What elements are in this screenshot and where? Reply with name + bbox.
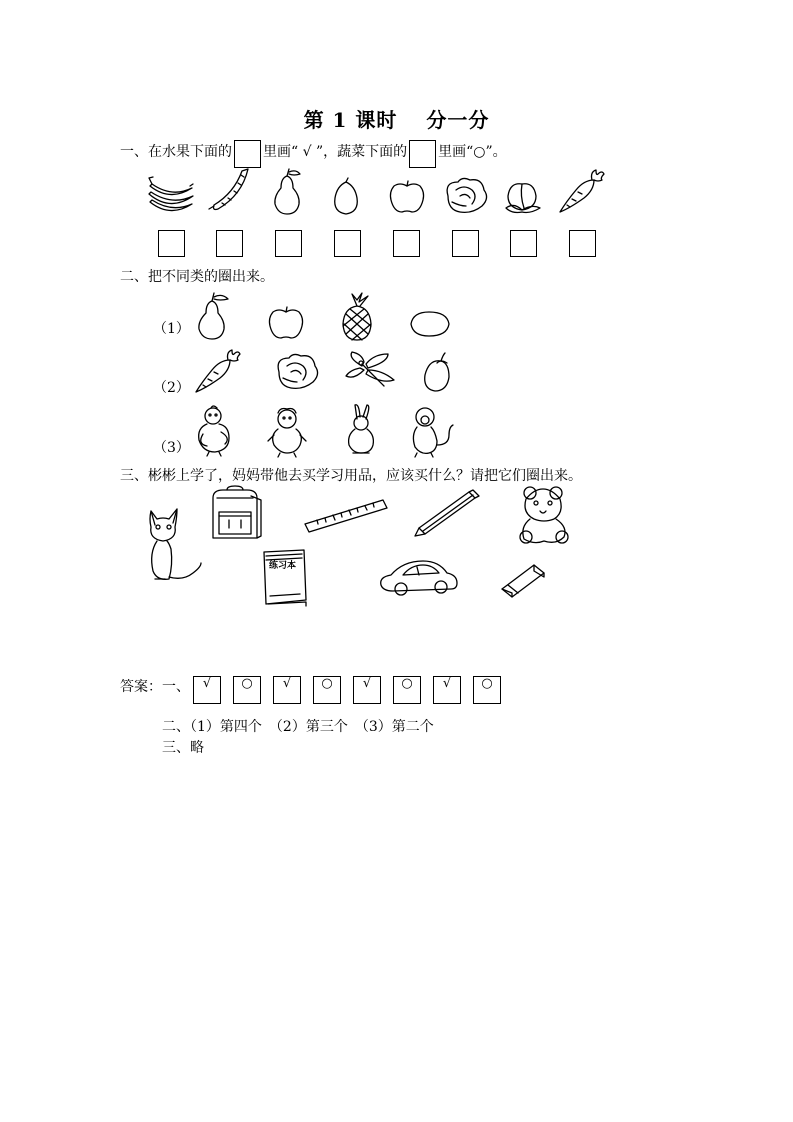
mango-icon: [330, 176, 362, 216]
dragonfly-icon: [344, 350, 396, 392]
answer-line-3: 三、略: [162, 740, 204, 756]
banana-icon: [146, 172, 196, 216]
row-label: （3）: [153, 440, 190, 456]
answer-key-box: √: [433, 676, 461, 704]
answer-box[interactable]: [158, 230, 185, 257]
carrot-icon: [554, 168, 606, 216]
answer-key-box: ○: [313, 676, 341, 704]
answer-key-box: √: [193, 676, 221, 704]
question-3-prompt: 三、彬彬上学了，妈妈带他去买学习用品，应该买什么？请把它们圈出来。: [120, 468, 582, 484]
schoolbag-icon: [205, 486, 263, 544]
page-title: 第 1 课时 分一分: [303, 108, 490, 132]
toy-car-icon: [377, 555, 459, 599]
inline-answer-box: [409, 140, 436, 168]
pencil-icon: [413, 488, 483, 536]
cucumber-icon: [208, 165, 256, 215]
apple-icon: [267, 306, 305, 340]
cabbage-icon: [442, 176, 490, 216]
eraser-icon: [500, 561, 546, 599]
answer-box[interactable]: [334, 230, 361, 257]
notebook-icon: [262, 548, 308, 606]
answer-key-box: ○: [233, 676, 261, 704]
inline-answer-box: [234, 140, 261, 168]
answer-label: 答案：一、: [120, 679, 190, 695]
answer-key-box: √: [353, 676, 381, 704]
answer-box[interactable]: [393, 230, 420, 257]
answer-key-box: ○: [393, 676, 421, 704]
pear-icon: [270, 168, 304, 216]
q1-middle: 里画“ √ ”，蔬菜下面的: [263, 144, 408, 160]
answer-box[interactable]: [510, 230, 537, 257]
question-2-prompt: 二、把不同类的圈出来。: [120, 269, 274, 285]
rabbit-icon: [341, 403, 381, 457]
q1-prefix: 一、在水果下面的: [120, 144, 232, 160]
lemon-icon: [409, 309, 451, 339]
answer-box[interactable]: [216, 230, 243, 257]
cat-icon: [143, 505, 205, 585]
notebook-label: 练习本: [269, 561, 297, 571]
pineapple-icon: [338, 292, 376, 342]
answer-box[interactable]: [452, 230, 479, 257]
ruler-icon: [303, 498, 389, 536]
answer-key-box: ○: [473, 676, 501, 704]
q1-suffix: 里画“○”。: [438, 144, 507, 160]
question-1-prompt: [120, 140, 507, 168]
answer-box[interactable]: [569, 230, 596, 257]
cabbage-icon: [273, 352, 321, 392]
peach-icon: [500, 178, 544, 216]
eggplant-icon: [419, 351, 455, 393]
teddy-bear-icon: [516, 485, 574, 547]
row-label: （1）: [153, 321, 190, 337]
chicken-icon: [193, 404, 235, 456]
monkey-doll-icon: [266, 405, 308, 457]
answer-key-box: √: [273, 676, 301, 704]
answer-line-2: 二、（1）第四个 （2）第三个 （3）第二个: [162, 719, 434, 735]
pear-icon: [194, 291, 234, 341]
monkey-icon: [407, 405, 455, 457]
row-label: （2）: [153, 380, 190, 396]
apple-icon: [388, 180, 426, 214]
answer-box[interactable]: [275, 230, 302, 257]
carrot-icon: [192, 348, 244, 396]
